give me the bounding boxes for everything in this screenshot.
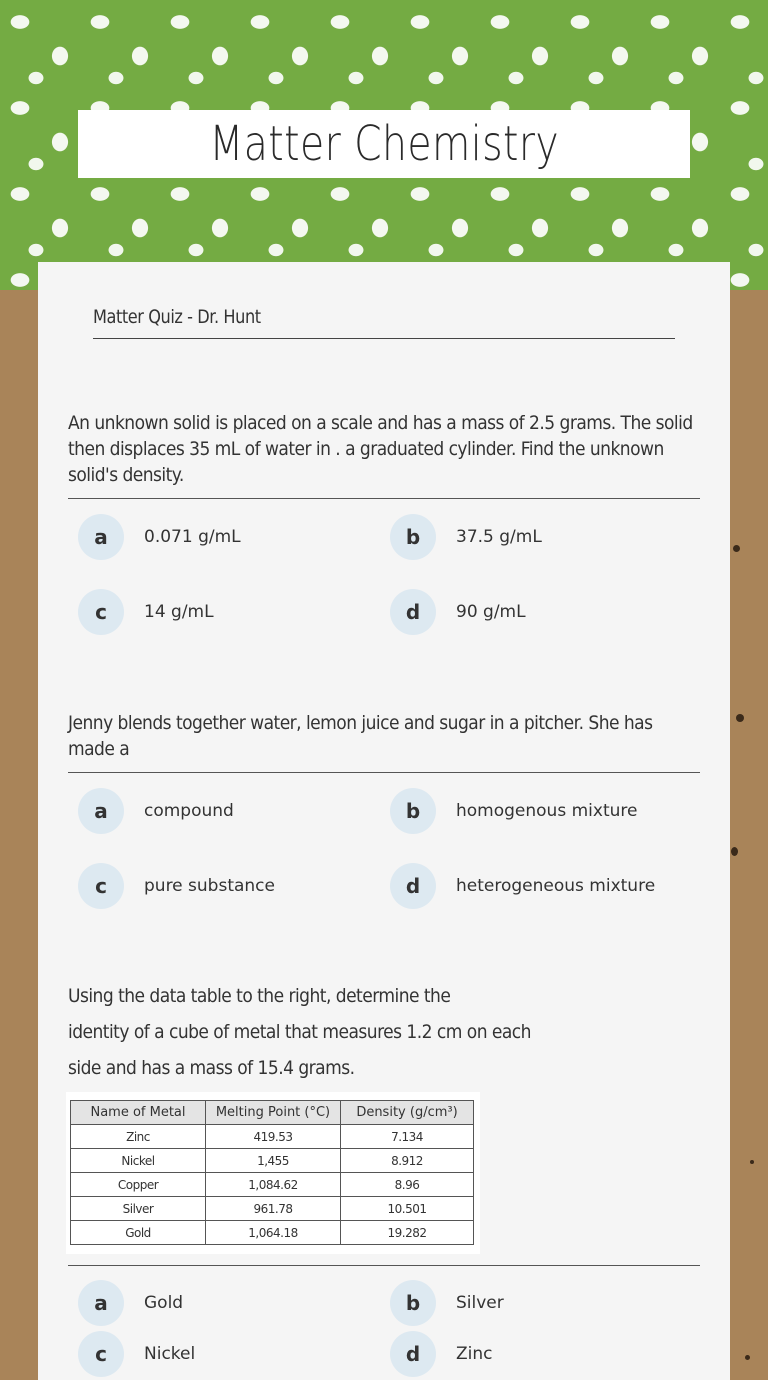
choice-letter-badge: d — [390, 1331, 436, 1377]
choice-label: Gold — [144, 1293, 184, 1313]
table-header-row — [71, 1101, 474, 1125]
table-cell: Silver — [71, 1197, 206, 1221]
choice-letter-badge: c — [78, 1331, 124, 1377]
table-row — [71, 1197, 474, 1221]
choice-3b[interactable] — [390, 1280, 504, 1326]
worksheet — [38, 262, 730, 1380]
cardboard-speck — [750, 1160, 754, 1164]
choice-letter-badge: b — [390, 1280, 436, 1326]
table-cell: 1,084.62 — [206, 1173, 341, 1197]
choice-2d[interactable] — [390, 863, 655, 909]
choice-3c[interactable] — [78, 1331, 195, 1377]
question-1 — [68, 410, 700, 488]
page-title: Matter Chemistry — [209, 116, 559, 172]
choice-label: pure substance — [144, 876, 275, 896]
choice-label: 37.5 g/mL — [456, 527, 542, 547]
question-3-line: identity of a cube of metal that measures 1.2 cm on each — [68, 1021, 531, 1043]
choice-label: Zinc — [456, 1344, 493, 1364]
table-header-cell: Name of Metal — [71, 1101, 206, 1125]
table-cell: Zinc — [71, 1125, 206, 1149]
cardboard-speck — [733, 545, 740, 552]
choice-label: compound — [144, 801, 234, 821]
header-banner — [0, 0, 768, 290]
table-row — [71, 1221, 474, 1245]
question-3-text — [68, 978, 568, 1086]
table-header-cell: Melting Point (°C) — [206, 1101, 341, 1125]
metal-data-table — [70, 1100, 474, 1245]
choice-label: 0.071 g/mL — [144, 527, 241, 547]
choice-1d[interactable] — [390, 589, 526, 635]
choice-1c[interactable] — [78, 589, 214, 635]
question-1-text: An unknown solid is placed on a scale and has a mass of 2.5 grams. The solid then displaces 35 mL of water in . a graduated cylinder. Find the unknown solid's density. — [68, 412, 693, 486]
table-row — [71, 1173, 474, 1197]
table-cell: Copper — [71, 1173, 206, 1197]
quiz-name-field — [93, 300, 675, 339]
choice-letter-badge: d — [390, 589, 436, 635]
metal-data-table-image — [66, 1092, 480, 1254]
choice-1b[interactable] — [390, 514, 542, 560]
table-cell: 419.53 — [206, 1125, 341, 1149]
table-cell: 10.501 — [341, 1197, 474, 1221]
choice-letter-badge: b — [390, 788, 436, 834]
table-cell: 7.134 — [341, 1125, 474, 1149]
choice-letter-badge: d — [390, 863, 436, 909]
cardboard-speck — [731, 847, 738, 856]
question-2-divider — [68, 772, 700, 773]
quiz-name-text: Matter Quiz - Dr. Hunt — [93, 306, 261, 328]
choice-letter-badge: c — [78, 863, 124, 909]
choice-3d[interactable] — [390, 1331, 493, 1377]
table-cell: 1,455 — [206, 1149, 341, 1173]
title-box — [78, 110, 690, 178]
choice-label: 14 g/mL — [144, 602, 214, 622]
question-3-line: Using the data table to the right, determine the — [68, 985, 451, 1007]
choice-2b[interactable] — [390, 788, 637, 834]
table-cell: 8.912 — [341, 1149, 474, 1173]
question-3-divider — [68, 1265, 700, 1266]
table-cell: 1,064.18 — [206, 1221, 341, 1245]
question-1-divider — [68, 498, 700, 499]
question-2 — [68, 710, 700, 762]
choice-letter-badge: b — [390, 514, 436, 560]
table-row — [71, 1149, 474, 1173]
choice-3a[interactable] — [78, 1280, 183, 1326]
table-cell: Nickel — [71, 1149, 206, 1173]
choice-label: homogenous mixture — [456, 801, 638, 821]
question-3-line: side and has a mass of 15.4 grams. — [68, 1057, 355, 1079]
choice-letter-badge: a — [78, 1280, 124, 1326]
choice-2c[interactable] — [78, 863, 275, 909]
table-row — [71, 1125, 474, 1149]
cardboard-speck — [745, 1355, 750, 1360]
choice-label: 90 g/mL — [456, 602, 526, 622]
table-header-cell: Density (g/cm³) — [341, 1101, 474, 1125]
choice-letter-badge: c — [78, 589, 124, 635]
choice-1a[interactable] — [78, 514, 241, 560]
table-cell: 8.96 — [341, 1173, 474, 1197]
choice-2a[interactable] — [78, 788, 234, 834]
table-cell: 961.78 — [206, 1197, 341, 1221]
cardboard-speck — [736, 714, 744, 722]
question-2-text: Jenny blends together water, lemon juice and sugar in a pitcher. She has made a — [68, 712, 653, 760]
table-cell: 19.282 — [341, 1221, 474, 1245]
choice-letter-badge: a — [78, 788, 124, 834]
choice-label: heterogeneous mixture — [456, 876, 656, 896]
choice-label: Nickel — [144, 1344, 196, 1364]
choice-label: Silver — [456, 1293, 504, 1313]
table-cell: Gold — [71, 1221, 206, 1245]
choice-letter-badge: a — [78, 514, 124, 560]
